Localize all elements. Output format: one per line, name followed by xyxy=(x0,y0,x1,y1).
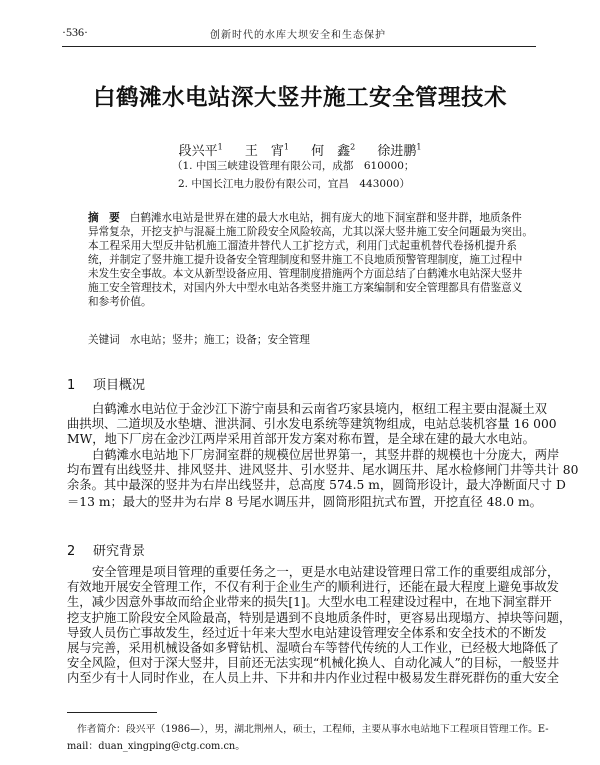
keywords xyxy=(88,332,310,347)
section-heading: 1 项目概况 xyxy=(67,378,146,393)
body-line: 余条。其中最深的竖井为右岸出线竖井，总高度 574.5 m，圆筒形设计，最大净断面尺寸 D xyxy=(67,478,566,493)
body-line: ＝13 m；最大的竖井为右岸 8 号尾水调压井，圆筒形阻抗式布置，开挖直径 48.0 m。 xyxy=(67,495,542,510)
body-line: 导致人员伤亡事故发生，经过近十年来大型水电站建设管理安全体系和安全技术的不断发 xyxy=(67,625,547,640)
body-line: 均布置有出线竖井、排风竖井、进风竖井、引水竖井、尾水调压井、尾水检修闸门井等共计 80 xyxy=(67,462,579,477)
header-rule xyxy=(62,46,536,47)
body-line: 白鹤滩水电站位于金沙江下游宁南县和云南省巧家县境内，枢纽工程主要由混凝土双 xyxy=(92,402,547,416)
abstract-label: 摘 要 xyxy=(88,212,120,224)
footnote-line: mail：duan_xingping@ctg.com.cn。 xyxy=(67,741,246,752)
body-line: 白鹤滩水电站地下厂房洞室群的规模位居世界第一，其竖井群的规模也十分庞大，两岸 xyxy=(92,447,560,462)
body-line: 曲拱坝、二道坝及水垫塘、泄洪洞、引水发电系统等建筑物组成，电站总装机容量 16 000 xyxy=(67,417,557,432)
body-line: 生，减少因意外事故而给企业带来的损失[1]。大型水电工程建设过程中，在地下洞室群开 xyxy=(67,595,552,610)
abstract-line: 施工安全管理技术，对国内外大中型水电站各类竖井施工方案编制和安全管理都具有借鉴意义 xyxy=(88,282,523,294)
body-line: 展与完善，采用机械设备如多臂钻机、湿喷台车等替代传统的人工作业，已经极大地降低了 xyxy=(67,641,559,656)
affiliation: （1. 中国三峡建设管理有限公司，成都 610000； xyxy=(172,160,415,172)
section-body xyxy=(67,565,572,687)
footnote xyxy=(67,721,549,755)
body-line: 内至少有十人同时作业，在人员上井、下井和井内作业过程中极易发生群死群伤的重大安全 xyxy=(67,671,559,686)
footnote-line: 作者简介：段兴平（1986—），男，湖北荆州人，硕士，工程师，主要从事水电站地下工程项目管理工作。E- xyxy=(77,724,549,735)
body-line: 挖支护施工阶段安全风险最高，特别是遇到不良地质条件时，更容易出现塌方、掉块等问题， xyxy=(67,610,572,625)
body-line: 有效地开展安全管理工作，不仅有利于企业生产的顺利进行，还能在最大程度上避免事故发 xyxy=(67,580,559,595)
abstract-line: 和参考价值。 xyxy=(88,296,152,308)
abstract xyxy=(88,211,533,309)
keywords-text: 水电站；竖井；施工；设备；安全管理 xyxy=(129,334,310,346)
keywords-label: 关键词 xyxy=(88,334,120,346)
body-line: 安全风险，但对于深大竖井，目前还无法实现“机械化换人、自动化减人”的目标，一般竖井 xyxy=(67,656,560,671)
footnote-rule xyxy=(67,712,157,713)
paper-title: 白鹤滩水电站深大竖井施工安全管理技术 xyxy=(92,85,507,111)
body-line: 安全管理是项目管理的重要任务之一，更是水电站建设管理日常工作的重要组成部分， xyxy=(92,565,560,579)
affiliation: 2. 中国长江电力股份有限公司，宜昌 443000） xyxy=(178,178,410,190)
abstract-line: 异常复杂，开挖支护与混凝土施工阶段安全风险较高，尤其以深大竖井施工安全问题最为突出。 xyxy=(88,226,533,238)
abstract-line: 摘 要 白鹤滩水电站是世界在建的最大水电站，拥有庞大的地下洞室群和竖井群，地质条件 xyxy=(88,212,522,224)
author: 徐进鹏$^1$ xyxy=(377,142,422,159)
author-list xyxy=(0,140,600,159)
abstract-line: 本工程采用大型反井钻机施工溜渣井替代人工扩挖方式，利用门式起重机替代卷扬机提升系 xyxy=(88,240,517,252)
section-body xyxy=(67,402,579,510)
body-line: MW，地下厂房在金沙江两岸采用首部开发方案对称布置，是全球在建的最大水电站。 xyxy=(67,432,535,447)
abstract-line: 未发生安全事故。本文从新型设备应用、管理制度措施两个方面总结了白鹤滩水电站深大竖井 xyxy=(88,268,523,280)
section-heading: 2 研究背景 xyxy=(67,544,146,559)
running-title: 创新时代的水库大坝安全和生态保护 xyxy=(210,30,386,41)
author: 王 宵$^1$ xyxy=(244,142,289,159)
author: 段兴平$^1$ xyxy=(178,142,223,159)
page-number: ·536· xyxy=(62,25,88,39)
author: 何 鑫$^2$ xyxy=(311,142,356,159)
abstract-line: 统，并制定了竖井施工提升设备安全管理制度和竖井施工不良地质预警管理制度，施工过程中 xyxy=(88,254,523,266)
